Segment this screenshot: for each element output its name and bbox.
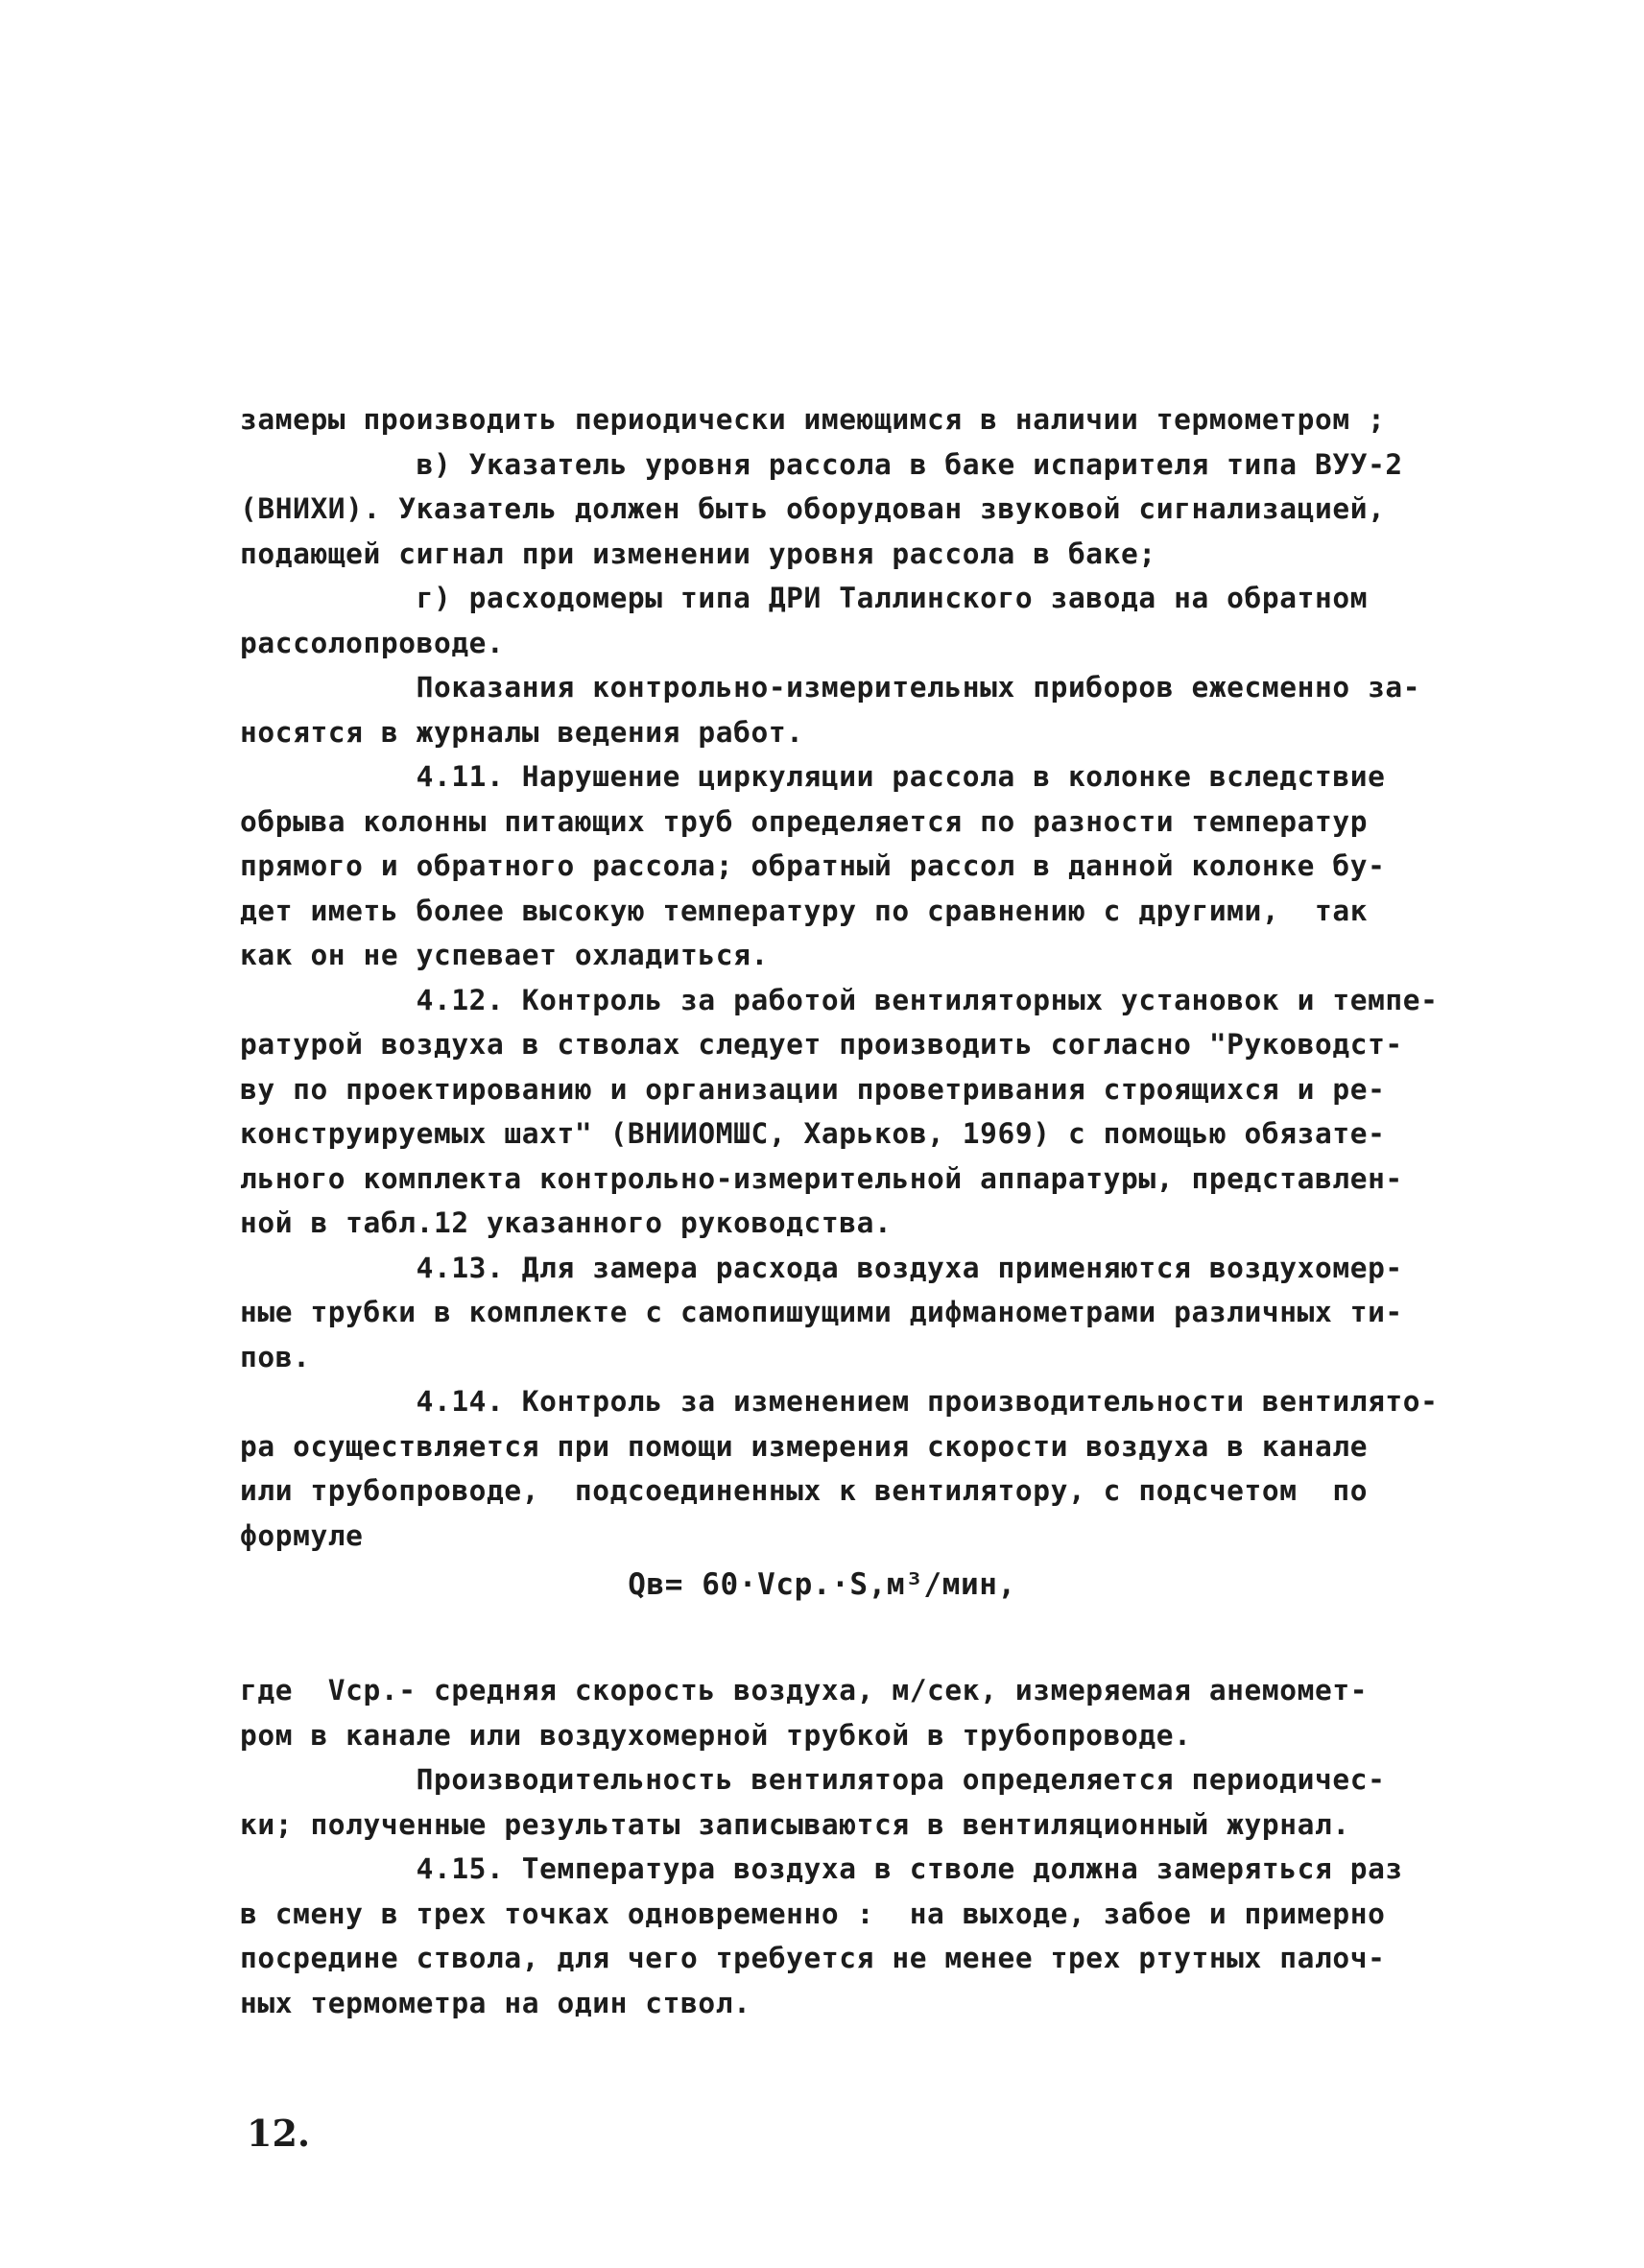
text-line: ра осуществляется при помощи измерения скорости воздуха в канале <box>240 1429 1369 1463</box>
text-line: пов. <box>240 1340 311 1373</box>
text-line: Производительность вентилятора определяется периодичес- <box>240 1763 1386 1796</box>
text-line: замеры производить периодически имеющимся в наличии термометром ; <box>240 403 1386 436</box>
text-line: 4.11. Нарушение циркуляции рассола в колонке вследствие <box>240 760 1386 793</box>
text-line: в смену в трех точках одновременно : на выходе, забое и примерно <box>240 1897 1386 1930</box>
text-line: формуле <box>240 1518 364 1552</box>
formula-fan-capacity: Qв= 60·Vср.·S,м³/мин, <box>628 1567 1016 1602</box>
text-line: ром в канале или воздухомерной трубкой в трубопроводе. <box>240 1718 1192 1752</box>
body-text-lower <box>240 1668 1440 2025</box>
text-line: 4.14. Контроль за изменением производительности вентилято- <box>240 1385 1439 1418</box>
text-line: дет иметь более высокую температуру по сравнению с другими, так <box>240 894 1369 927</box>
text-line: носятся в журналы ведения работ. <box>240 715 804 749</box>
text-line: как он не успевает охладиться. <box>240 939 769 971</box>
text-line: ву по проектированию и организации проветривания строящихся и ре- <box>240 1072 1386 1106</box>
text-line: в) Указатель уровня рассола в баке испарителя типа ВУУ-2 <box>240 447 1403 481</box>
text-line: ратурой воздуха в стволах следует производить согласно "Руководст- <box>240 1028 1403 1061</box>
text-line: ных термометра на один ствол. <box>240 1986 751 2019</box>
text-line: 4.15. Температура воздуха в стволе должна замеряться раз <box>240 1852 1403 1885</box>
text-line: конструируемых шахт" (ВНИИОМШС, Харьков, 1969) с помощью обязате- <box>240 1117 1386 1150</box>
text-line: льного комплекта контрольно-измерительной аппаратуры, представлен- <box>240 1161 1403 1195</box>
text-line: 4.13. Для замера расхода воздуха применяются воздухомер- <box>240 1251 1403 1284</box>
text-line: 4.12. Контроль за работой вентиляторных установок и темпе- <box>240 983 1439 1016</box>
text-line: ки; полученные результаты записываются в вентиляционный журнал. <box>240 1807 1350 1841</box>
text-line: г) расходомеры типа ДРИ Таллинского завода на обратном <box>240 582 1369 614</box>
text-line: ные трубки в комплекте с самопишущими дифманометрами различных ти- <box>240 1296 1403 1328</box>
text-line: посредине ствола, для чего требуется не менее трех ртутных палоч- <box>240 1942 1386 1974</box>
text-line: подающей сигнал при изменении уровня рассола в баке; <box>240 537 1156 570</box>
page-number: 12. <box>247 2112 311 2155</box>
text-line: рассолопроводе. <box>240 626 505 659</box>
body-text-upper <box>240 397 1440 1558</box>
text-line: (ВНИХИ). Указатель должен быть оборудован звуковой сигнализацией, <box>240 492 1386 525</box>
text-line: Показания контрольно-измерительных приборов ежесменно за- <box>240 671 1421 704</box>
text-line: прямого и обратного рассола; обратный рассол в данной колонке бу- <box>240 849 1386 882</box>
text-line: или трубопроводе, подсоединенных к вентилятору, с подсчетом по <box>240 1474 1369 1507</box>
text-line: ной в табл.12 указанного руководства. <box>240 1206 893 1239</box>
text-line: где Vср.- средняя скорость воздуха, м/сек, измеряемая анемомет- <box>240 1674 1369 1707</box>
text-line: обрыва колонны питающих труб определяется по разности температур <box>240 804 1369 838</box>
